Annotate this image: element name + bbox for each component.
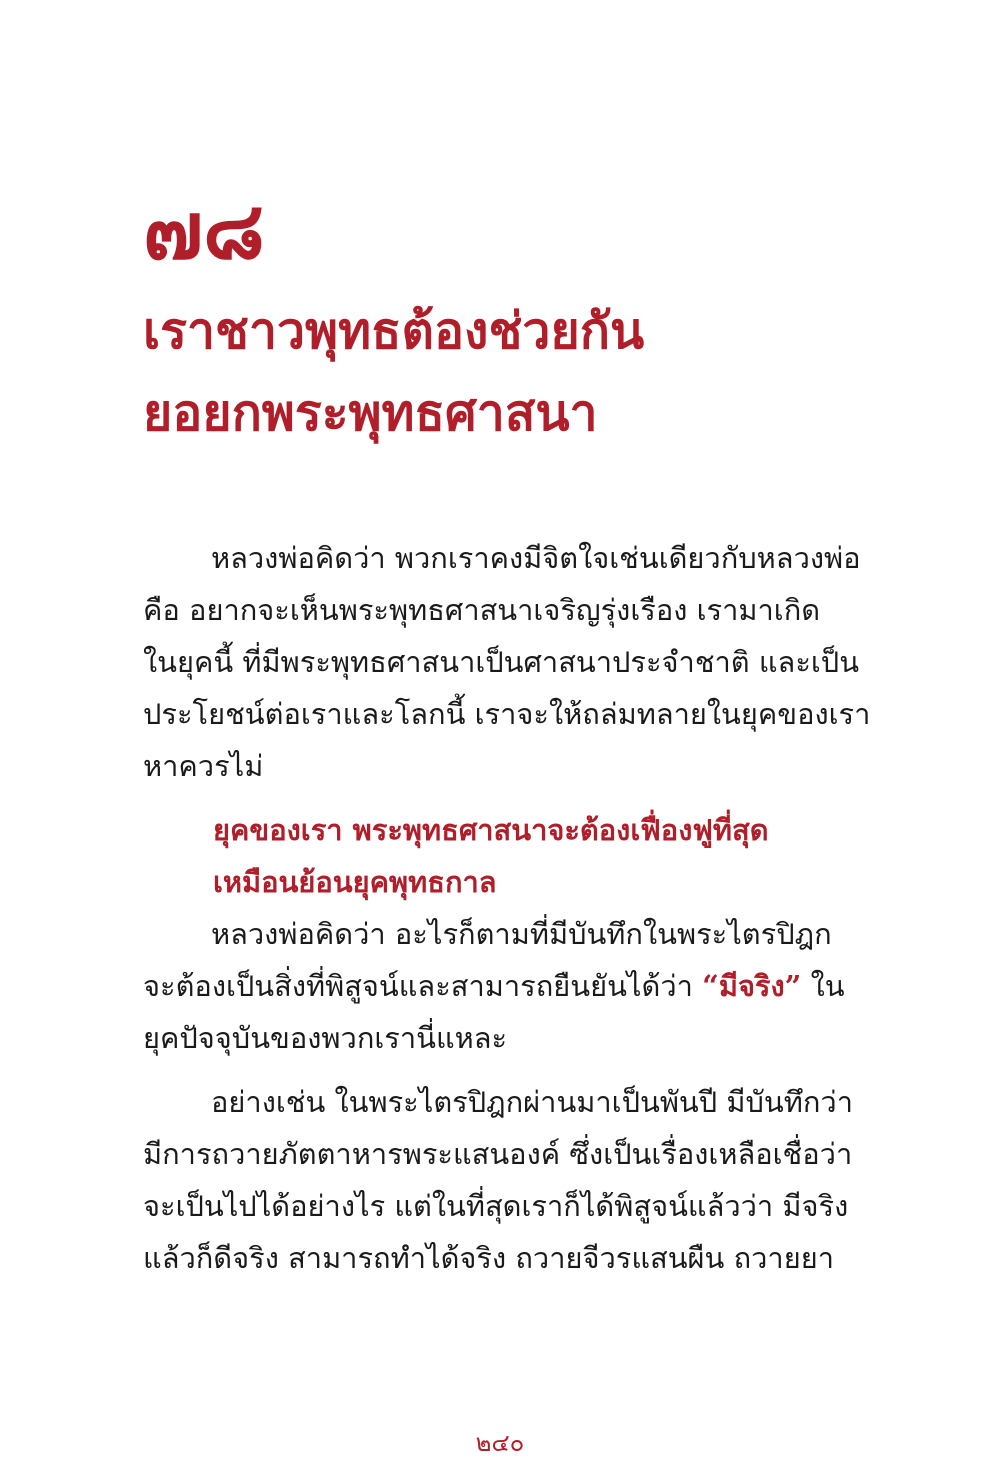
paragraph-2-line-2-after: ใน [801, 969, 845, 1003]
paragraph-3-line-4: แล้วก็ดีจริง สามารถทำได้จริง ถวายจีวรแสนผืน ถวายยา [143, 1241, 834, 1275]
chapter-number: ๗๘ [143, 183, 265, 277]
body-text [143, 532, 871, 1284]
emphasis-text: “มีจริง” [702, 969, 802, 1003]
paragraph-1-line-4: ประโยชน์ต่อเราและโลกนี้ เราจะให้ถล่มทลายในยุคของเรา [143, 697, 871, 731]
paragraph-1-line-5: หาควรไม่ [143, 749, 264, 783]
chapter-title-line-2: ยอยกพระพุทธศาสนา [143, 383, 598, 442]
page-number: ๒๔๐ [475, 1429, 525, 1457]
paragraph-2-line-1: หลวงพ่อคิดว่า อะไรก็ตามที่มีบันทึกในพระไตรปิฎก [211, 917, 832, 951]
paragraph-1-line-1: หลวงพ่อคิดว่า พวกเราคงมีจิตใจเช่นเดียวกับหลวงพ่อ [211, 541, 861, 575]
paragraph-2-line-2-before: จะต้องเป็นสิ่งที่พิสูจน์และสามารถยืนยันได้ว่า [143, 969, 703, 1003]
highlight-line-1: ยุคของเรา พระพุทธศาสนาจะต้องเฟื่องฟูที่สุด [213, 813, 769, 847]
highlight-line-2: เหมือนย้อนยุคพุทธกาล [213, 865, 497, 899]
paragraph-2-line-3: ยุคปัจจุบันของพวกเรานี่แหละ [143, 1021, 508, 1055]
paragraph-3-line-3: จะเป็นไปได้อย่างไร แต่ในที่สุดเราก็ได้พิสูจน์แล้วว่า มีจริง [143, 1189, 849, 1223]
paragraph-3-line-2: มีการถวายภัตตาหารพระแสนองค์ ซึ่งเป็นเรื่องเหลือเชื่อว่า [143, 1137, 853, 1171]
paragraph-2-line-2 [143, 960, 845, 1012]
paragraph-3-line-1: อย่างเช่น ในพระไตรปิฎกผ่านมาเป็นพันปี มีบันทึกว่า [211, 1085, 853, 1119]
chapter-title-line-1: เราชาวพุทธต้องช่วยกัน [143, 301, 645, 360]
chapter-title [143, 290, 923, 454]
paragraph-1-line-2: คือ อยากจะเห็นพระพุทธศาสนาเจริญรุ่งเรือง เรามาเกิด [143, 593, 821, 627]
paragraph-1-line-3: ในยุคนี้ ที่มีพระพุทธศาสนาเป็นศาสนาประจำชาติ และเป็น [143, 645, 860, 679]
